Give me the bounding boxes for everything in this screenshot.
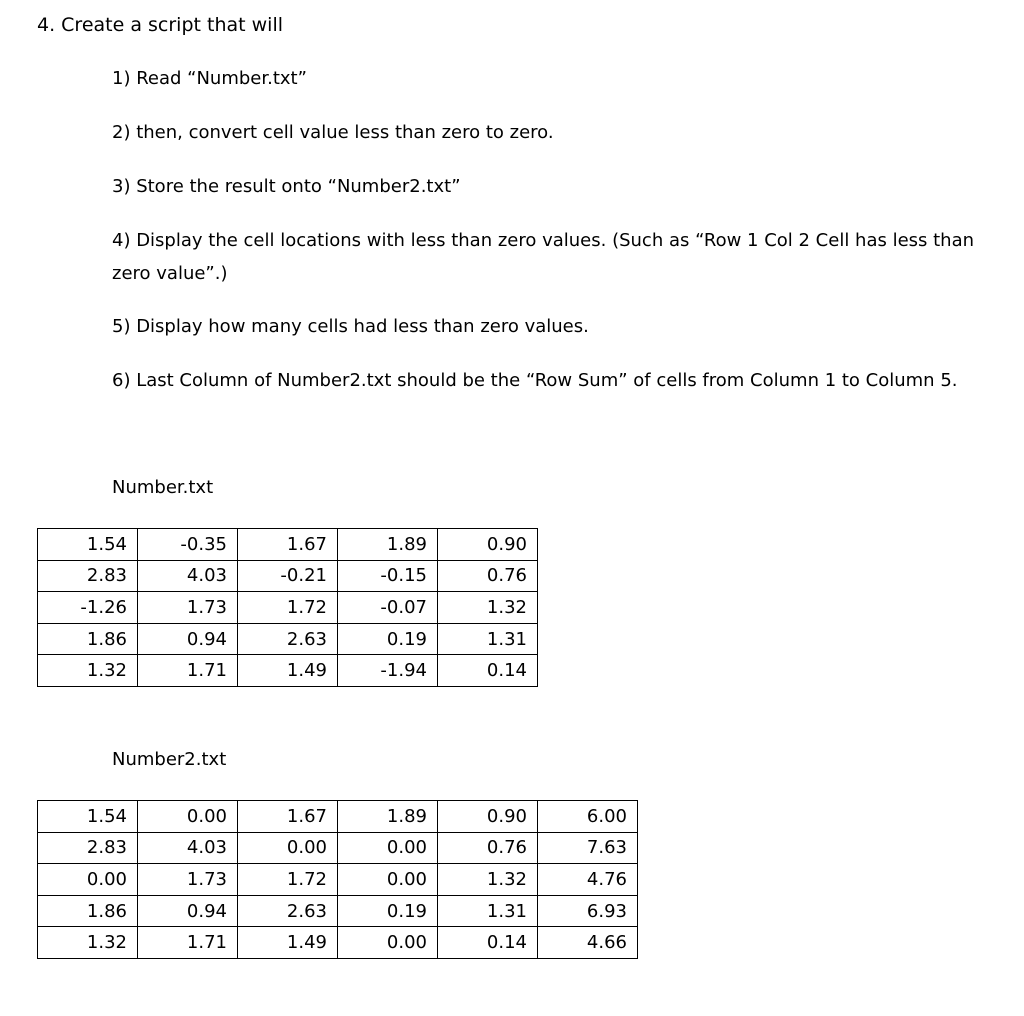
table-row [38,864,638,896]
table-cell: 0.94 [138,895,238,927]
step-3 [112,170,461,203]
table-cell: -0.21 [238,560,338,592]
table-cell: 1.89 [338,801,438,833]
question-heading: 4. Create a script that will [37,14,284,36]
row-sum-cell: 6.93 [538,895,638,927]
table-cell: 2.63 [238,895,338,927]
step-6 [112,364,958,397]
table-row [38,655,538,687]
step-1-text: 1) Read “Number.txt” [112,68,307,89]
step-3-text: 3) Store the result onto “Number2.txt” [112,176,461,197]
table-cell: 0.76 [438,560,538,592]
table-cell: 1.54 [38,801,138,833]
table-row [38,927,638,959]
step-4-text-line-2: zero value”.) [112,263,228,284]
table-cell: 1.31 [438,623,538,655]
table-cell: 0.00 [138,801,238,833]
table-cell: 0.00 [338,832,438,864]
table-row [38,592,538,624]
table-row [38,560,538,592]
table-cell: 2.83 [38,560,138,592]
table-cell: 0.00 [338,864,438,896]
table-cell: 2.63 [238,623,338,655]
table-cell: 1.71 [138,927,238,959]
table-cell: 0.19 [338,623,438,655]
table-row [38,801,638,833]
table-cell: 1.32 [38,655,138,687]
step-1 [112,62,307,95]
table-2-caption: Number2.txt [112,749,227,770]
table-row [38,832,638,864]
table-cell: 0.76 [438,832,538,864]
table-cell: 1.49 [238,655,338,687]
table-row [38,895,638,927]
number-table [37,528,538,687]
table-cell: 0.94 [138,623,238,655]
table-cell: 0.90 [438,801,538,833]
table-row [38,623,538,655]
table-cell: 4.03 [138,560,238,592]
table-cell: 0.19 [338,895,438,927]
row-sum-cell: 4.66 [538,927,638,959]
table-cell: 1.32 [438,592,538,624]
table-cell: -1.26 [38,592,138,624]
table-cell: 1.86 [38,895,138,927]
table-cell: 1.86 [38,623,138,655]
table-cell: 1.72 [238,592,338,624]
table-cell: 0.14 [438,655,538,687]
table-cell: -1.94 [338,655,438,687]
table-1-caption: Number.txt [112,477,214,498]
table-cell: 1.73 [138,864,238,896]
table-cell: 0.00 [338,927,438,959]
row-sum-cell: 6.00 [538,801,638,833]
table-cell: 1.49 [238,927,338,959]
table-cell: 1.89 [338,529,438,561]
step-5 [112,310,589,343]
table-row [38,529,538,561]
table-cell: 1.32 [438,864,538,896]
step-4-text-line-1: 4) Display the cell locations with less than zero values. (Such as “Row 1 Col 2 Cell has less than [112,230,975,251]
table-cell: 1.32 [38,927,138,959]
table-cell: 1.72 [238,864,338,896]
row-sum-cell: 4.76 [538,864,638,896]
table-cell: 0.00 [238,832,338,864]
table-cell: 1.73 [138,592,238,624]
number2-table [37,800,638,959]
step-5-text: 5) Display how many cells had less than zero values. [112,316,589,337]
table-cell: 1.71 [138,655,238,687]
table-cell: 1.67 [238,801,338,833]
table-cell: 1.31 [438,895,538,927]
step-2-text: 2) then, convert cell value less than zero to zero. [112,122,554,143]
row-sum-cell: 7.63 [538,832,638,864]
table-cell: 0.90 [438,529,538,561]
step-6-text: 6) Last Column of Number2.txt should be the “Row Sum” of cells from Column 1 to Column 5. [112,370,958,391]
table-cell: 1.54 [38,529,138,561]
table-cell: 0.00 [38,864,138,896]
step-2 [112,116,554,149]
table-cell: -0.35 [138,529,238,561]
table-cell: 2.83 [38,832,138,864]
table-cell: 0.14 [438,927,538,959]
table-cell: 4.03 [138,832,238,864]
step-4 [112,224,974,290]
table-cell: -0.15 [338,560,438,592]
table-cell: 1.67 [238,529,338,561]
table-cell: -0.07 [338,592,438,624]
